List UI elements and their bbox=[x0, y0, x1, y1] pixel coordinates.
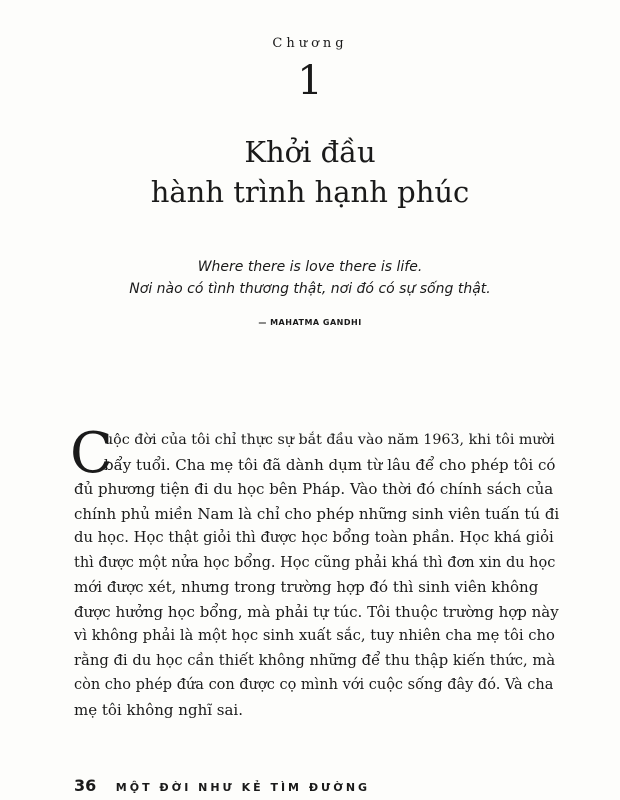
body-line: được hưởng học bổng, mà phải tự túc. Tôi thuộc trường hợp này bbox=[74, 602, 559, 621]
page-number: 36 bbox=[74, 776, 97, 795]
epigraph-vietnamese: Nơi nào có tình thương thật, nơi đó có sự sống thật. bbox=[129, 281, 491, 297]
chapter-number: 1 bbox=[297, 58, 323, 104]
body-line: vì không phải là một học sinh xuất sắc, tuy nhiên cha mẹ tôi cho bbox=[74, 627, 555, 644]
running-title: MỘT ĐỜI NHƯ KẺ TÌM ĐƯỜNG bbox=[115, 781, 371, 794]
epigraph-english: Where there is love there is life. bbox=[197, 259, 423, 275]
body-line: du học. Học thật giỏi thì được học bổng toàn phần. Học khá giỏi bbox=[74, 529, 554, 546]
body-line: chính phủ miền Nam là chỉ cho phép những sinh viên tuấn tú đi bbox=[74, 504, 560, 523]
chapter-title bbox=[0, 132, 620, 212]
body-line: còn cho phép đứa con được cọ mình với cuộc sống đây đó. Và cha bbox=[74, 677, 554, 693]
body-line: mới được xét, nhưng trong trường hợp đó thì sinh viên không bbox=[74, 578, 539, 596]
drop-cap: C bbox=[70, 421, 113, 486]
chapter-title-line-2: hành trình hạnh phúc bbox=[150, 175, 470, 209]
body-line: bẩy tuổi. Cha mẹ tôi đã dành dụm từ lâu để cho phép tôi có bbox=[104, 455, 556, 474]
chapter-title-line-1: Khởi đầu bbox=[244, 135, 376, 169]
body-line: thì được một nửa học bổng. Học cũng phải khá thì đơn xin du học bbox=[74, 554, 556, 571]
chapter-label: Chương bbox=[272, 36, 348, 51]
body-line: mẹ tôi không nghĩ sai. bbox=[74, 700, 243, 719]
page-footer bbox=[74, 776, 370, 795]
body-paragraph bbox=[70, 421, 560, 722]
epigraph-attribution: — MAHATMA GANDHI bbox=[258, 318, 362, 327]
body-line: đủ phương tiện đi du học bên Pháp. Vào thời đó chính sách của bbox=[74, 480, 554, 498]
epigraph bbox=[0, 256, 620, 300]
body-line: uộc đời của tôi chỉ thực sự bắt đầu vào năm 1963, khi tôi mười bbox=[104, 432, 555, 448]
body-line: rằng đi du học cần thiết không những để thu thập kiến thức, mà bbox=[74, 651, 556, 669]
